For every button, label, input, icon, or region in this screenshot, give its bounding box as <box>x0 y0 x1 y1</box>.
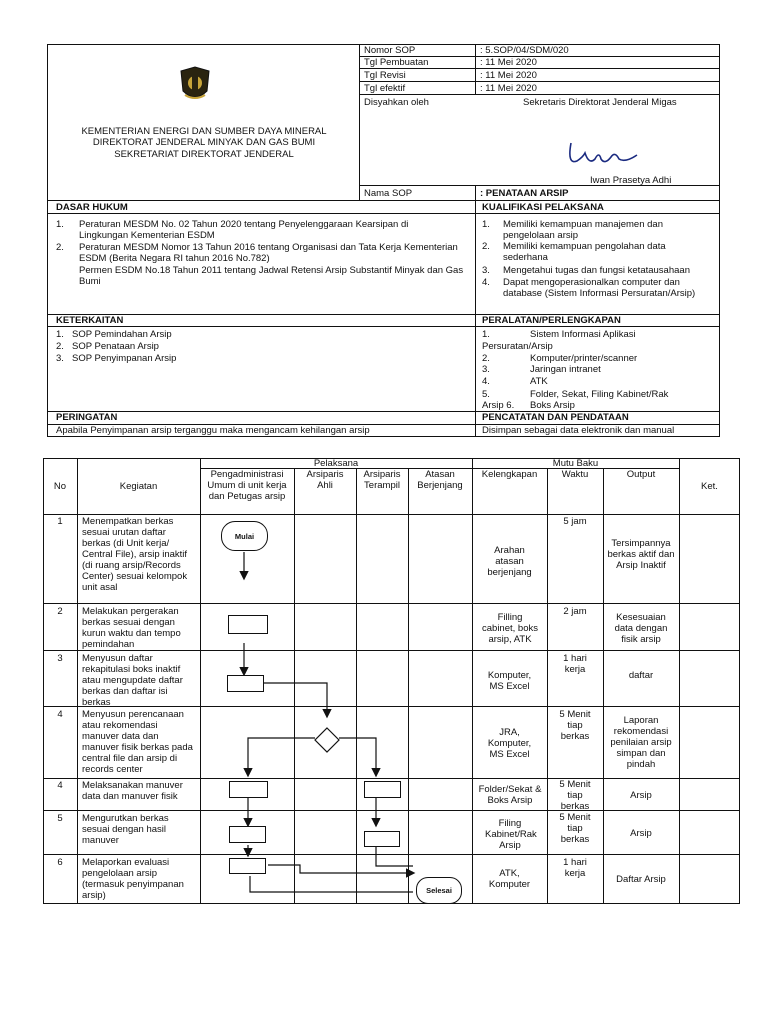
row-1-kegiatan: Menempatkan berkas sesuai urutan daftar berkas (di Unit kerja/ Central File), arsip inaktif (di ruang arsip/Records Center) sesuai kelompok unit asal <box>82 516 188 593</box>
field-label-tgl-revisi: Tgl Revisi <box>364 70 406 81</box>
keterkaitan-title: KETERKAITAN <box>56 315 124 326</box>
approver-name: Iwan Prasetya Adhi <box>590 175 672 186</box>
dasar-hukum-num-1: 1. <box>56 219 64 230</box>
keterkaitan-num-1: 1. <box>56 329 64 340</box>
row-3-kelengkapan: Komputer, MS Excel <box>487 670 532 692</box>
sop-name-value: : PENATAAN ARSIP <box>480 188 569 199</box>
peralatan-num-3: 3. <box>482 364 490 375</box>
peralatan-num-2: 2. <box>482 353 490 364</box>
flow-step-5b <box>364 781 401 798</box>
institution-line-1: KEMENTERIAN ENERGI DAN SUMBER DAYA MINERAL <box>81 126 327 137</box>
keterkaitan-text-3: SOP Penyimpanan Arsip <box>72 353 177 364</box>
th-pelaksana-4: Atasan Berjenjang <box>417 469 463 491</box>
row-7-output: Daftar Arsip <box>616 874 666 885</box>
peralatan-num-1: 1. <box>482 329 490 340</box>
flow-step-3 <box>227 675 264 692</box>
row-2-kelengkapan: Filling cabinet, boks arsip, ATK <box>482 612 538 645</box>
peralatan-text-5: Folder, Sekat, Filing Kabinet/Rak <box>530 389 669 400</box>
row-5-kegiatan: Melaksanakan manuver data dan manuver fisik <box>82 780 183 802</box>
approver-title: Sekretaris Direktorat Jenderal Migas <box>523 97 677 108</box>
row-2-no: 2 <box>57 606 63 617</box>
flow-step-6b <box>364 831 400 847</box>
kualifikasi-text-1: Memiliki kemampuan manajemen dan pengelolaan arsip <box>503 219 663 241</box>
peralatan-text-4: ATK <box>530 376 548 387</box>
kualifikasi-text-3: Mengetahui tugas dan fungsi ketatausahaan <box>503 265 690 276</box>
flow-end: Selesai <box>416 877 462 904</box>
row-2-output: Kesesuaian data dengan fisik arsip <box>614 612 668 645</box>
row-2-kegiatan: Melakukan pergerakan berkas sesuai dengan kurun waktu dan tempo pemindahan <box>82 606 181 650</box>
field-value-nomor-sop: : 5.SOP/04/SDM/020 <box>480 45 569 56</box>
flow-step-7 <box>229 858 266 874</box>
row-7-no: 6 <box>57 857 63 868</box>
keterkaitan-text-1: SOP Pemindahan Arsip <box>72 329 172 340</box>
dasar-hukum-num-2: 2. <box>56 242 64 253</box>
th-pelaksana: Pelaksana <box>313 458 359 469</box>
row-5-output: Arsip <box>630 790 652 801</box>
th-pelaksana-3: Arsiparis Terampil <box>363 469 401 491</box>
field-value-tgl-revisi: : 11 Mei 2020 <box>480 70 537 81</box>
row-1-waktu: 5 jam <box>563 516 587 527</box>
peringatan-text: Apabila Penyimpanan arsip terganggu maka mengancam kehilangan arsip <box>56 425 370 436</box>
th-kegiatan: Kegiatan <box>119 481 158 492</box>
keterkaitan-num-3: 3. <box>56 353 64 364</box>
peralatan-num-6: Arsip 6. <box>482 400 515 411</box>
kualifikasi-text-2: Memiliki kemampuan pengolahan data sederhana <box>503 241 666 263</box>
row-7-waktu: 1 hari kerja <box>563 857 587 879</box>
row-4-kegiatan: Menyusun perencanaan atau rekomendasi manuver data dan manuver fisik berkas pada central file dan arsip di records center <box>82 709 193 775</box>
field-value-tgl-efektif: : 11 Mei 2020 <box>480 83 537 94</box>
flow-step-5a <box>229 781 268 798</box>
field-value-tgl-pembuatan: : 11 Mei 2020 <box>480 57 537 68</box>
peralatan-num-4: 4. <box>482 376 490 387</box>
row-4-kelengkapan: JRA, Komputer, MS Excel <box>487 727 532 760</box>
row-3-waktu: 1 hari kerja <box>563 653 587 675</box>
row-1-no: 1 <box>57 516 63 527</box>
row-3-output: daftar <box>628 670 654 681</box>
row-1-kelengkapan: Arahan atasan berjenjang <box>487 545 532 578</box>
flow-start: Mulai <box>221 521 268 551</box>
flow-step-6a <box>229 826 266 843</box>
flow-decision <box>314 727 340 753</box>
row-2-waktu: 2 jam <box>563 606 587 617</box>
institution-line-3: SEKRETARIAT DIREKTORAT JENDERAL <box>114 149 294 160</box>
kualifikasi-title: KUALIFIKASI PELAKSANA <box>482 202 604 213</box>
row-4-waktu: 5 Menit tiap berkas <box>559 709 591 742</box>
th-kelengkapan: Kelengkapan <box>481 469 538 480</box>
approved-by-label: Disyahkan oleh <box>364 97 429 108</box>
th-pelaksana-2: Arsiparis Ahli <box>306 469 344 491</box>
peralatan-text-2: Komputer/printer/scanner <box>530 353 638 364</box>
th-no: No <box>53 481 67 492</box>
peralatan-num-5: 5. <box>482 389 490 400</box>
field-label-nomor-sop: Nomor SOP <box>364 45 416 56</box>
peringatan-title: PERINGATAN <box>56 412 118 423</box>
th-pelaksana-1: Pengadministrasi Umum di unit kerja dan Petugas arsip <box>207 469 287 502</box>
dasar-hukum-title: DASAR HUKUM <box>56 202 128 213</box>
row-5-no: 4 <box>57 780 63 791</box>
row-3-no: 3 <box>57 653 63 664</box>
institution-line-2: DIREKTORAT JENDERAL MINYAK DAN GAS BUMI <box>92 137 316 148</box>
peralatan-text-1b: Persuratan/Arsip <box>482 341 553 352</box>
kualifikasi-num-2: 2. <box>482 241 490 252</box>
kualifikasi-num-1: 1. <box>482 219 490 230</box>
row-4-no: 4 <box>57 709 63 720</box>
peralatan-text-3: Jaringan intranet <box>530 364 601 375</box>
row-3-kegiatan: Menyusun daftar rekapitulasi boks inaktif atau mengupdate daftar berkas dan daftar isi berkas <box>82 653 183 708</box>
kualifikasi-num-4: 4. <box>482 277 490 288</box>
row-7-kelengkapan: ATK, Komputer <box>488 868 531 890</box>
row-6-no: 5 <box>57 813 63 824</box>
peralatan-text-1: Sistem Informasi Aplikasi <box>530 329 636 340</box>
sop-name-label: Nama SOP <box>364 188 413 199</box>
kualifikasi-num-3: 3. <box>482 265 490 276</box>
row-7-kegiatan: Melaporkan evaluasi pengelolaan arsip (termasuk penyimpanan arsip) <box>82 857 184 901</box>
peralatan-text-6: Boks Arsip <box>530 400 575 411</box>
row-6-kelengkapan: Filing Kabinet/Rak Arsip <box>485 818 537 851</box>
row-5-waktu: 5 Menit tiap berkas <box>559 779 591 812</box>
flow-step-2 <box>228 615 268 634</box>
th-mutu-baku: Mutu Baku <box>552 458 599 469</box>
th-ket: Ket. <box>701 481 718 492</box>
dasar-hukum-text-1: Peraturan MESDM No. 02 Tahun 2020 tentang Penyelenggaraan Kearsipan di Lingkungan Kementerian ESDM <box>79 219 409 241</box>
field-label-tgl-pembuatan: Tgl Pembuatan <box>364 57 429 68</box>
pencatatan-text: Disimpan sebagai data elektronik dan manual <box>482 425 675 436</box>
dasar-hukum-text-3: Permen ESDM No.18 Tahun 2011 tentang Jadwal Retensi Arsip Substantif Minyak dan Gas Bumi <box>79 265 464 287</box>
row-6-waktu: 5 Menit tiap berkas <box>559 812 591 845</box>
row-6-output: Arsip <box>630 828 652 839</box>
th-output: Output <box>626 469 656 480</box>
keterkaitan-text-2: SOP Penataan Arsip <box>72 341 159 352</box>
kualifikasi-text-4: Dapat mengoperasionalkan computer dan database (Sistem Informasi Persuratan/Arsip) <box>503 277 696 299</box>
dasar-hukum-text-2: Peraturan MESDM Nomor 13 Tahun 2016 tentang Organisasi dan Tata Kerja Kementerian ESDM (Berita Negara RI tahun 2016 No.782) <box>79 242 458 264</box>
peralatan-title: PERALATAN/PERLENGKAPAN <box>482 315 621 326</box>
th-waktu: Waktu <box>561 469 589 480</box>
row-6-kegiatan: Mengurutkan berkas sesuai dengan hasil manuver <box>82 813 169 846</box>
row-1-output: Tersimpannya berkas aktif dan Arsip Inaktif <box>607 538 675 571</box>
pencatatan-title: PENCATATAN DAN PENDATAAN <box>482 412 629 423</box>
row-5-kelengkapan: Folder/Sekat & Boks Arsip <box>478 784 542 806</box>
field-label-tgl-efektif: Tgl efektif <box>364 83 406 94</box>
keterkaitan-num-2: 2. <box>56 341 64 352</box>
row-4-output: Laporan rekomendasi penilaian arsip simpan dan pindah <box>610 715 672 770</box>
